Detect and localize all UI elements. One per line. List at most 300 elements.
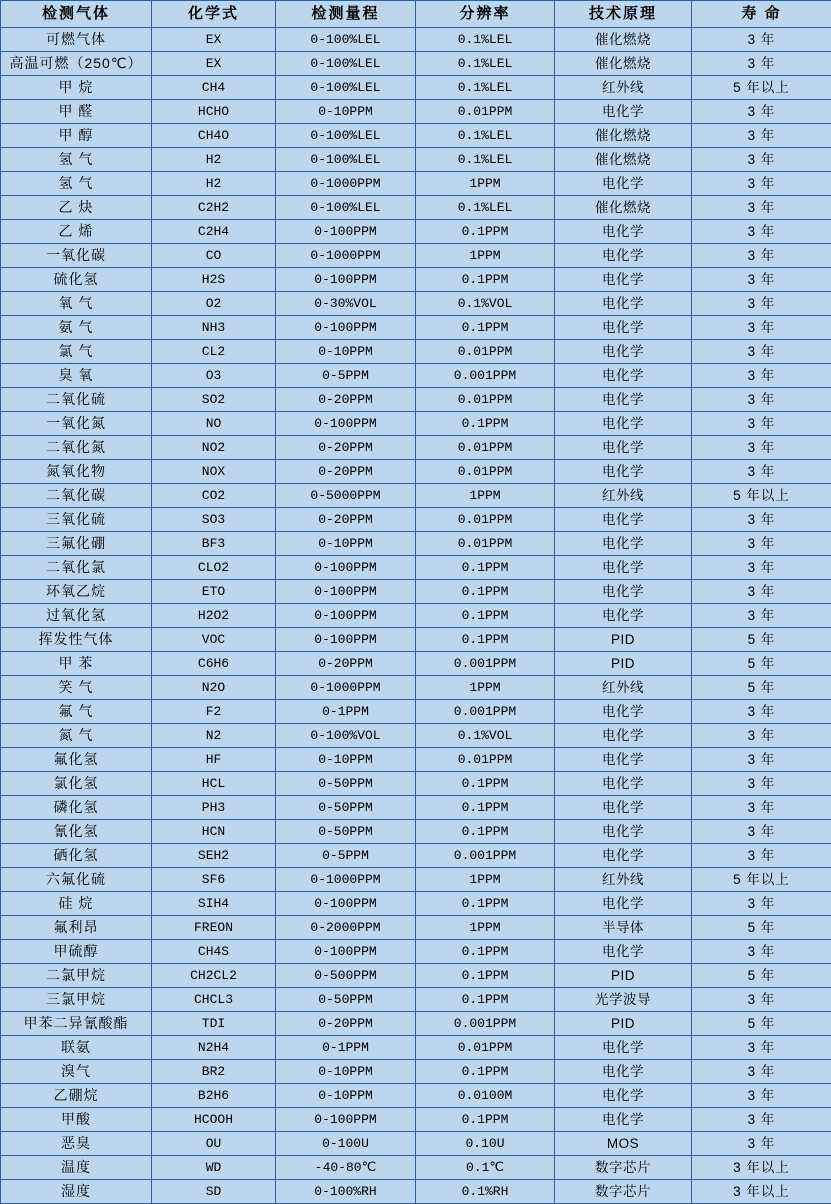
table-row (1, 652, 831, 676)
cell-range: 0-100PPM (276, 268, 416, 292)
cell-resolution: 0.1PPM (416, 964, 555, 988)
cell-formula: SO2 (152, 388, 276, 412)
cell-principle: 红外线 (555, 676, 692, 700)
cell-life: 3 年 (692, 148, 831, 172)
cell-resolution: 0.001PPM (416, 1012, 555, 1036)
cell-range: 0-2000PPM (276, 916, 416, 940)
cell-life: 3 年 (692, 172, 831, 196)
cell-formula: SIH4 (152, 892, 276, 916)
table-row (1, 916, 831, 940)
cell-formula: HCOOH (152, 1108, 276, 1132)
cell-gas-name: 联氨 (1, 1036, 152, 1060)
cell-formula: CH4 (152, 76, 276, 100)
cell-range: 0-100PPM (276, 412, 416, 436)
table-row (1, 1156, 831, 1180)
cell-gas-name: 氟化氢 (1, 748, 152, 772)
cell-range: 0-100PPM (276, 604, 416, 628)
cell-gas-name: 氟 气 (1, 700, 152, 724)
cell-gas-name: 甲 苯 (1, 652, 152, 676)
cell-life: 3 年 (692, 1084, 831, 1108)
cell-principle: 电化学 (555, 412, 692, 436)
cell-principle: 电化学 (555, 436, 692, 460)
cell-gas-name: 氯化氢 (1, 772, 152, 796)
table-row (1, 748, 831, 772)
table-row (1, 484, 831, 508)
cell-principle: 催化燃烧 (555, 52, 692, 76)
column-header-gas-name: 检测气体 (1, 1, 152, 28)
cell-formula: EX (152, 28, 276, 52)
table-row (1, 148, 831, 172)
cell-life: 5 年 (692, 1012, 831, 1036)
cell-range: 0-100PPM (276, 580, 416, 604)
table-row (1, 1012, 831, 1036)
cell-principle: PID (555, 652, 692, 676)
table-row (1, 1132, 831, 1156)
cell-principle: 电化学 (555, 268, 692, 292)
table-row (1, 316, 831, 340)
table-row (1, 76, 831, 100)
column-header-formula: 化学式 (152, 1, 276, 28)
cell-formula: N2 (152, 724, 276, 748)
cell-gas-name: 三氧化硫 (1, 508, 152, 532)
cell-resolution: 1PPM (416, 868, 555, 892)
cell-life: 3 年 (692, 700, 831, 724)
cell-formula: C2H2 (152, 196, 276, 220)
cell-life: 5 年 (692, 964, 831, 988)
cell-life: 5 年以上 (692, 76, 831, 100)
table-row (1, 868, 831, 892)
table-row (1, 532, 831, 556)
cell-resolution: 0.01PPM (416, 508, 555, 532)
cell-gas-name: 甲 醛 (1, 100, 152, 124)
cell-life: 5 年 (692, 628, 831, 652)
cell-resolution: 1PPM (416, 172, 555, 196)
cell-formula: NH3 (152, 316, 276, 340)
cell-principle: 催化燃烧 (555, 196, 692, 220)
cell-gas-name: 温度 (1, 1156, 152, 1180)
cell-life: 3 年 (692, 1132, 831, 1156)
cell-resolution: 1PPM (416, 676, 555, 700)
cell-principle: 电化学 (555, 172, 692, 196)
cell-life: 3 年 (692, 940, 831, 964)
cell-range: 0-100%VOL (276, 724, 416, 748)
table-row (1, 388, 831, 412)
cell-gas-name: 二氧化硫 (1, 388, 152, 412)
cell-principle: 红外线 (555, 484, 692, 508)
cell-gas-name: 三氟化硼 (1, 532, 152, 556)
cell-life: 5 年 (692, 916, 831, 940)
cell-principle: 电化学 (555, 316, 692, 340)
cell-life: 3 年 (692, 460, 831, 484)
cell-life: 5 年以上 (692, 484, 831, 508)
cell-principle: 数字芯片 (555, 1180, 692, 1204)
cell-formula: CL2 (152, 340, 276, 364)
cell-resolution: 0.01PPM (416, 340, 555, 364)
cell-resolution: 0.01PPM (416, 748, 555, 772)
cell-principle: 电化学 (555, 1108, 692, 1132)
cell-formula: N2O (152, 676, 276, 700)
table-row (1, 580, 831, 604)
table-row (1, 124, 831, 148)
cell-resolution: 0.001PPM (416, 364, 555, 388)
cell-life: 3 年 (692, 1108, 831, 1132)
cell-gas-name: 甲硫醇 (1, 940, 152, 964)
table-row (1, 340, 831, 364)
cell-formula: HCL (152, 772, 276, 796)
cell-range: 0-50PPM (276, 988, 416, 1012)
cell-formula: EX (152, 52, 276, 76)
cell-principle: PID (555, 1012, 692, 1036)
cell-resolution: 0.10U (416, 1132, 555, 1156)
cell-resolution: 0.001PPM (416, 844, 555, 868)
cell-resolution: 0.01PPM (416, 388, 555, 412)
cell-life: 3 年 (692, 772, 831, 796)
cell-formula: CH4S (152, 940, 276, 964)
cell-gas-name: 一氧化氮 (1, 412, 152, 436)
cell-formula: VOC (152, 628, 276, 652)
cell-gas-name: 二氧化氮 (1, 436, 152, 460)
cell-resolution: 0.1PPM (416, 772, 555, 796)
column-header-range: 检测量程 (276, 1, 416, 28)
cell-life: 3 年 (692, 364, 831, 388)
cell-resolution: 0.1PPM (416, 268, 555, 292)
cell-resolution: 0.1PPM (416, 604, 555, 628)
cell-range: 0-1000PPM (276, 676, 416, 700)
cell-range: 0-1000PPM (276, 868, 416, 892)
cell-gas-name: 挥发性气体 (1, 628, 152, 652)
cell-range: 0-100%LEL (276, 196, 416, 220)
table-row (1, 244, 831, 268)
cell-gas-name: 过氧化氢 (1, 604, 152, 628)
cell-life: 3 年 (692, 988, 831, 1012)
cell-formula: C6H6 (152, 652, 276, 676)
cell-resolution: 0.1%VOL (416, 724, 555, 748)
cell-range: 0-10PPM (276, 532, 416, 556)
cell-gas-name: 氰化氢 (1, 820, 152, 844)
cell-resolution: 0.1PPM (416, 1108, 555, 1132)
table-row (1, 988, 831, 1012)
table-row (1, 100, 831, 124)
cell-resolution: 1PPM (416, 244, 555, 268)
cell-resolution: 0.0100M (416, 1084, 555, 1108)
cell-resolution: 0.001PPM (416, 700, 555, 724)
cell-gas-name: 六氟化硫 (1, 868, 152, 892)
cell-range: 0-100PPM (276, 892, 416, 916)
cell-range: 0-500PPM (276, 964, 416, 988)
cell-resolution: 0.1%LEL (416, 52, 555, 76)
cell-principle: 电化学 (555, 220, 692, 244)
cell-life: 3 年 (692, 604, 831, 628)
cell-gas-name: 笑 气 (1, 676, 152, 700)
column-header-life: 寿 命 (692, 1, 831, 28)
cell-gas-name: 三氯甲烷 (1, 988, 152, 1012)
cell-range: 0-20PPM (276, 460, 416, 484)
cell-gas-name: 臭 氧 (1, 364, 152, 388)
cell-resolution: 0.1%LEL (416, 124, 555, 148)
cell-range: 0-50PPM (276, 820, 416, 844)
cell-resolution: 0.1PPM (416, 556, 555, 580)
cell-gas-name: 氮 气 (1, 724, 152, 748)
cell-gas-name: 氯 气 (1, 340, 152, 364)
cell-formula: TDI (152, 1012, 276, 1036)
cell-gas-name: 硫化氢 (1, 268, 152, 292)
cell-formula: C2H4 (152, 220, 276, 244)
cell-range: 0-5PPM (276, 844, 416, 868)
cell-life: 3 年 (692, 28, 831, 52)
cell-range: 0-10PPM (276, 340, 416, 364)
cell-formula: CH4O (152, 124, 276, 148)
cell-life: 3 年 (692, 412, 831, 436)
cell-life: 5 年以上 (692, 868, 831, 892)
cell-range: 0-50PPM (276, 772, 416, 796)
cell-life: 5 年 (692, 652, 831, 676)
cell-gas-name: 甲酸 (1, 1108, 152, 1132)
cell-life: 3 年 (692, 892, 831, 916)
cell-gas-name: 二氧化碳 (1, 484, 152, 508)
cell-life: 3 年 (692, 724, 831, 748)
cell-formula: CO (152, 244, 276, 268)
cell-gas-name: 溴气 (1, 1060, 152, 1084)
cell-formula: NOX (152, 460, 276, 484)
cell-gas-name: 磷化氢 (1, 796, 152, 820)
cell-principle: 电化学 (555, 1036, 692, 1060)
cell-principle: 电化学 (555, 772, 692, 796)
table-row (1, 460, 831, 484)
cell-principle: 电化学 (555, 244, 692, 268)
cell-life: 3 年 (692, 244, 831, 268)
cell-range: 0-1PPM (276, 1036, 416, 1060)
cell-formula: FREON (152, 916, 276, 940)
cell-life: 3 年 (692, 508, 831, 532)
cell-resolution: 0.1PPM (416, 892, 555, 916)
cell-resolution: 0.1%LEL (416, 148, 555, 172)
cell-gas-name: 高温可燃（250℃） (1, 52, 152, 76)
cell-life: 3 年 (692, 340, 831, 364)
cell-life: 3 年以上 (692, 1180, 831, 1204)
table-row (1, 724, 831, 748)
cell-range: 0-1000PPM (276, 172, 416, 196)
cell-resolution: 0.01PPM (416, 532, 555, 556)
cell-range: 0-20PPM (276, 436, 416, 460)
cell-gas-name: 甲 烷 (1, 76, 152, 100)
cell-resolution: 0.1PPM (416, 412, 555, 436)
cell-range: 0-10PPM (276, 1084, 416, 1108)
cell-gas-name: 可燃气体 (1, 28, 152, 52)
cell-resolution: 0.1PPM (416, 220, 555, 244)
table-row (1, 220, 831, 244)
table-row (1, 1060, 831, 1084)
cell-range: 0-100%LEL (276, 148, 416, 172)
table-row (1, 604, 831, 628)
cell-gas-name: 氢 气 (1, 172, 152, 196)
cell-principle: 电化学 (555, 340, 692, 364)
cell-gas-name: 二氯甲烷 (1, 964, 152, 988)
cell-life: 3 年 (692, 436, 831, 460)
cell-resolution: 0.1PPM (416, 820, 555, 844)
cell-range: 0-10PPM (276, 1060, 416, 1084)
cell-range: 0-5PPM (276, 364, 416, 388)
cell-formula: BR2 (152, 1060, 276, 1084)
cell-principle: 光学波导 (555, 988, 692, 1012)
cell-resolution: 0.1PPM (416, 580, 555, 604)
cell-range: 0-100U (276, 1132, 416, 1156)
cell-principle: 红外线 (555, 868, 692, 892)
cell-life: 5 年 (692, 676, 831, 700)
cell-gas-name: 硒化氢 (1, 844, 152, 868)
cell-principle: 电化学 (555, 292, 692, 316)
cell-gas-name: 甲苯二异氰酸酯 (1, 1012, 152, 1036)
cell-formula: HCHO (152, 100, 276, 124)
cell-formula: SO3 (152, 508, 276, 532)
cell-resolution: 0.1PPM (416, 796, 555, 820)
cell-life: 3 年 (692, 220, 831, 244)
cell-life: 3 年 (692, 844, 831, 868)
cell-formula: H2 (152, 172, 276, 196)
cell-resolution: 0.1%LEL (416, 28, 555, 52)
cell-resolution: 0.1PPM (416, 988, 555, 1012)
table-row (1, 1036, 831, 1060)
cell-formula: CH2CL2 (152, 964, 276, 988)
cell-range: 0-100PPM (276, 940, 416, 964)
cell-formula: NO2 (152, 436, 276, 460)
cell-life: 3 年 (692, 1060, 831, 1084)
cell-life: 3 年 (692, 124, 831, 148)
cell-range: 0-100PPM (276, 220, 416, 244)
cell-gas-name: 氮氧化物 (1, 460, 152, 484)
cell-range: 0-20PPM (276, 508, 416, 532)
cell-life: 3 年 (692, 532, 831, 556)
table-row (1, 52, 831, 76)
cell-life: 3 年 (692, 556, 831, 580)
cell-life: 3 年 (692, 316, 831, 340)
cell-range: 0-50PPM (276, 796, 416, 820)
cell-resolution: 0.01PPM (416, 436, 555, 460)
cell-gas-name: 环氧乙烷 (1, 580, 152, 604)
cell-formula: F2 (152, 700, 276, 724)
cell-principle: 电化学 (555, 724, 692, 748)
cell-formula: H2O2 (152, 604, 276, 628)
cell-life: 3 年 (692, 52, 831, 76)
cell-formula: ETO (152, 580, 276, 604)
cell-resolution: 0.01PPM (416, 1036, 555, 1060)
table-row (1, 556, 831, 580)
cell-principle: 电化学 (555, 580, 692, 604)
cell-formula: SF6 (152, 868, 276, 892)
cell-life: 3 年以上 (692, 1156, 831, 1180)
cell-formula: BF3 (152, 532, 276, 556)
table-row (1, 1180, 831, 1204)
cell-gas-name: 氢 气 (1, 148, 152, 172)
table-row (1, 172, 831, 196)
cell-life: 3 年 (692, 1036, 831, 1060)
cell-formula: SEH2 (152, 844, 276, 868)
cell-gas-name: 硅 烷 (1, 892, 152, 916)
cell-gas-name: 氨 气 (1, 316, 152, 340)
cell-gas-name: 一氧化碳 (1, 244, 152, 268)
cell-range: 0-1000PPM (276, 244, 416, 268)
cell-resolution: 0.1%LEL (416, 76, 555, 100)
cell-life: 3 年 (692, 820, 831, 844)
cell-life: 3 年 (692, 268, 831, 292)
cell-range: 0-20PPM (276, 652, 416, 676)
cell-range: 0-5000PPM (276, 484, 416, 508)
table-row (1, 508, 831, 532)
cell-formula: O3 (152, 364, 276, 388)
table-row (1, 1084, 831, 1108)
cell-principle: 数字芯片 (555, 1156, 692, 1180)
cell-gas-name: 二氧化氯 (1, 556, 152, 580)
table-row (1, 28, 831, 52)
cell-principle: MOS (555, 1132, 692, 1156)
table-header-row (1, 1, 831, 28)
cell-resolution: 0.01PPM (416, 460, 555, 484)
cell-life: 3 年 (692, 796, 831, 820)
cell-gas-name: 乙 炔 (1, 196, 152, 220)
cell-principle: 电化学 (555, 748, 692, 772)
cell-range: 0-30%VOL (276, 292, 416, 316)
cell-principle: 电化学 (555, 820, 692, 844)
cell-resolution: 1PPM (416, 484, 555, 508)
table-row (1, 436, 831, 460)
cell-range: 0-100%LEL (276, 28, 416, 52)
cell-range: 0-100%RH (276, 1180, 416, 1204)
cell-range: 0-100PPM (276, 628, 416, 652)
cell-resolution: 0.1%RH (416, 1180, 555, 1204)
cell-principle: 电化学 (555, 1060, 692, 1084)
cell-principle: 电化学 (555, 700, 692, 724)
cell-formula: OU (152, 1132, 276, 1156)
cell-range: 0-20PPM (276, 1012, 416, 1036)
cell-formula: NO (152, 412, 276, 436)
cell-resolution: 0.1PPM (416, 628, 555, 652)
cell-principle: 电化学 (555, 940, 692, 964)
column-header-principle: 技术原理 (555, 1, 692, 28)
table-row (1, 628, 831, 652)
cell-resolution: 0.1%LEL (416, 196, 555, 220)
cell-formula: CO2 (152, 484, 276, 508)
table-row (1, 292, 831, 316)
cell-formula: H2 (152, 148, 276, 172)
cell-principle: PID (555, 628, 692, 652)
cell-principle: 电化学 (555, 892, 692, 916)
cell-gas-name: 乙 烯 (1, 220, 152, 244)
cell-range: -40-80℃ (276, 1156, 416, 1180)
cell-gas-name: 恶臭 (1, 1132, 152, 1156)
cell-principle: 电化学 (555, 796, 692, 820)
table-row (1, 268, 831, 292)
cell-principle: 催化燃烧 (555, 124, 692, 148)
cell-life: 3 年 (692, 100, 831, 124)
cell-formula: B2H6 (152, 1084, 276, 1108)
cell-principle: 电化学 (555, 844, 692, 868)
cell-formula: CLO2 (152, 556, 276, 580)
cell-resolution: 0.1%VOL (416, 292, 555, 316)
cell-formula: WD (152, 1156, 276, 1180)
cell-principle: 半导体 (555, 916, 692, 940)
cell-life: 3 年 (692, 748, 831, 772)
table-row (1, 892, 831, 916)
cell-principle: 电化学 (555, 532, 692, 556)
cell-resolution: 0.1℃ (416, 1156, 555, 1180)
cell-principle: 催化燃烧 (555, 28, 692, 52)
cell-range: 0-20PPM (276, 388, 416, 412)
cell-life: 3 年 (692, 580, 831, 604)
table-row (1, 1108, 831, 1132)
cell-formula: H2S (152, 268, 276, 292)
cell-range: 0-100%LEL (276, 76, 416, 100)
table-header (1, 1, 831, 28)
cell-formula: PH3 (152, 796, 276, 820)
